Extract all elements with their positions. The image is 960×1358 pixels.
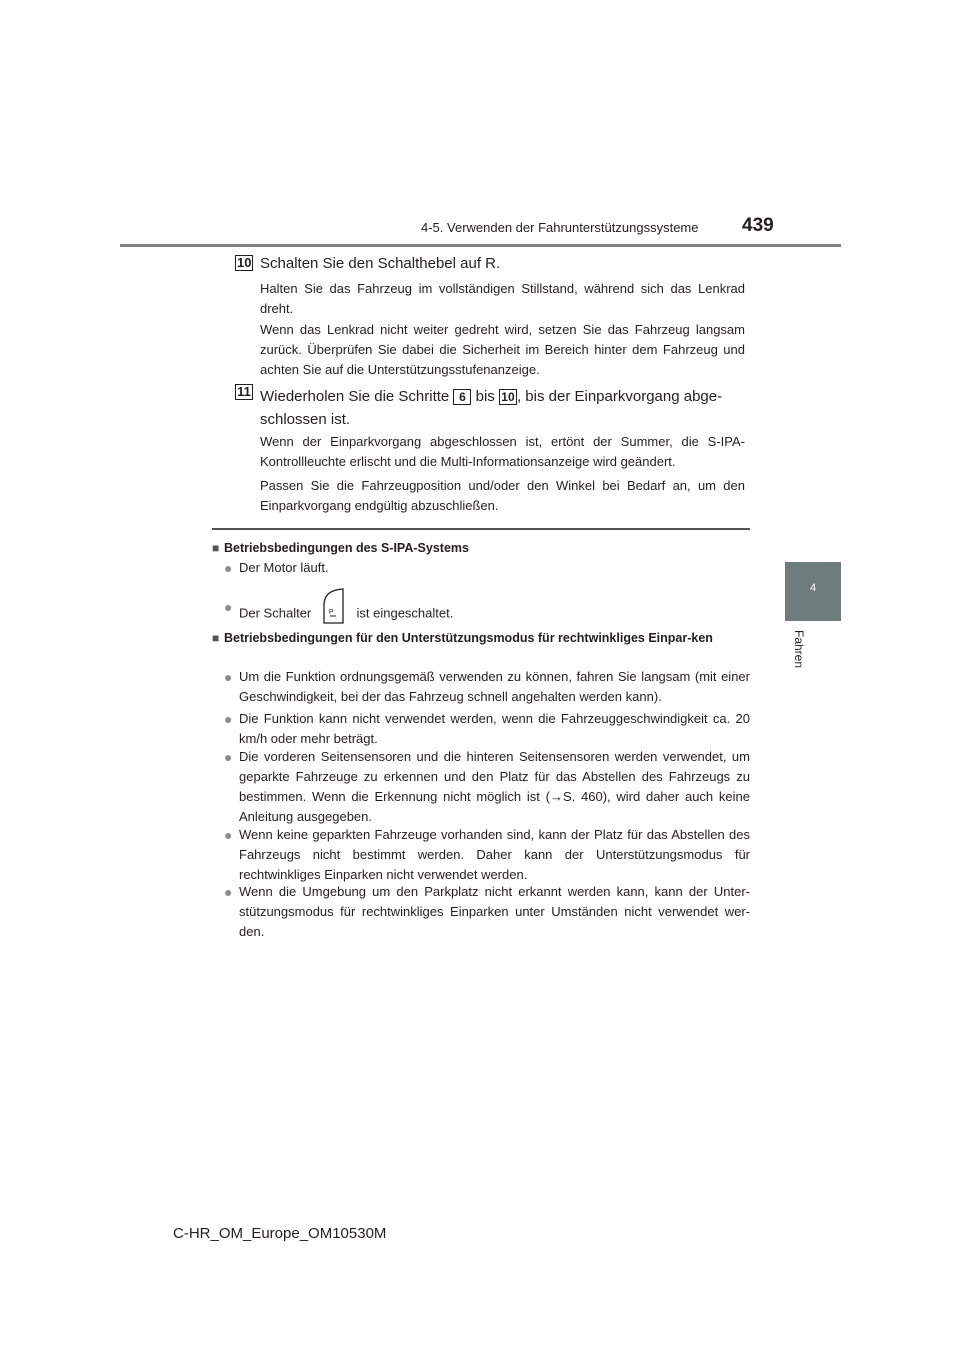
bullet-icon: ●: [224, 669, 233, 685]
step-reference: 10: [499, 389, 517, 405]
step-number-11: 11: [235, 383, 253, 401]
bullet-icon: ●: [224, 827, 233, 843]
step-title: Wiederholen Sie die Schritte 6 bis 10 , bis der Einparkvorgang abge- schlossen ist.: [260, 388, 723, 428]
step-title: Schalten Sie den Schalthebel auf R.: [260, 255, 501, 272]
step-note: Halten Sie das Fahrzeug im vollständigen Stillstand, während sich das Lenkrad dreht.: [260, 281, 745, 316]
list-item: ● Der Schalter P ist eingeschaltet.: [224, 597, 750, 631]
step-number-10: 10: [237, 255, 252, 270]
bullet-icon: ●: [224, 560, 233, 576]
page-number: 439: [742, 215, 774, 236]
bullet-icon: ●: [224, 711, 233, 727]
list-item: ● Die Funktion kann nicht verwendet werden, wenn die Fahrzeuggeschwindigkeit ca. 20 km/h oder mehr beträgt.: [224, 711, 750, 746]
list-item: ● Um die Funktion ordnungsgemäß verwenden zu können, fahren Sie langsam (mit einer Geschwindigkeit, bei der das Fahrzeug schnell angehalten werden kann).: [224, 669, 750, 704]
square-bullet-icon: ■: [212, 631, 220, 645]
chapter-label: Fahren: [792, 630, 806, 669]
step-note: Wenn das Lenkrad nicht weiter gedreht wird, setzen Sie das Fahrzeug langsam zurück. Überprüfen Sie dabei die Sicherheit im Bereich hinter dem Fahrzeug und achten Sie auf die Unterstützungsstufenanzeige.: [260, 322, 745, 377]
bullet-icon: ●: [224, 599, 233, 615]
section-heading: ■ Betriebsbedingungen für den Unterstützungsmodus für rechtwinkliges Einpar-ken: [212, 628, 750, 648]
list-item: ● Wenn keine geparkten Fahrzeuge vorhanden sind, kann der Platz für das Abstellen des Fahrzeugs nicht bestimmt werden. Daher kann der Unterstützungsmodus für rechtwinkliges Einparken nicht verwendet werden.: [224, 827, 750, 882]
chapter-tab: [785, 562, 841, 621]
section-divider: [212, 528, 750, 530]
svg-text:P: P: [328, 609, 334, 616]
square-bullet-icon: ■: [212, 541, 220, 555]
list-item: ● Wenn die Umgebung um den Parkplatz nicht erkannt werden kann, kann der Unter-stützungsmodus für rechtwinkliges Einparken unter Umständen nicht verwendet wer-den.: [224, 884, 750, 939]
parking-assist-switch-icon: [315, 597, 353, 631]
section-heading: ■ Betriebsbedingungen des S-IPA-Systems: [212, 538, 750, 558]
bullet-icon: ●: [224, 884, 233, 900]
list-item: ● Der Motor läuft.: [224, 560, 329, 576]
chapter-number: 4: [809, 582, 817, 594]
step-note: Passen Sie die Fahrzeugposition und/oder den Winkel bei Bedarf an, um den Einparkvorgang endgültig abzuschließen.: [260, 478, 745, 513]
step-reference: 6: [453, 389, 471, 405]
section-title: 4-5. Verwenden der Fahrunterstützungssysteme: [421, 220, 699, 235]
list-item: ● Die vorderen Seitensensoren und die hinteren Seitensensoren werden verwendet, um geparkte Fahrzeuge zu erkennen und den Platz für das Abstellen des Fahrzeugs zu bestimmen. Wenn die Erkennung nicht möglich ist (→S. 460), wird daher auch keine Anleitung ausgegeben.: [224, 749, 750, 824]
header-divider: [120, 244, 841, 247]
document-id: C-HR_OM_Europe_OM10530M: [173, 1225, 387, 1242]
bullet-icon: ●: [224, 749, 233, 765]
step-note: Wenn der Einparkvorgang abgeschlossen ist, ertönt der Summer, die S-IPA-Kontrollleuchte erlischt und die Multi-Informationsanzeige wird geändert.: [260, 434, 745, 469]
